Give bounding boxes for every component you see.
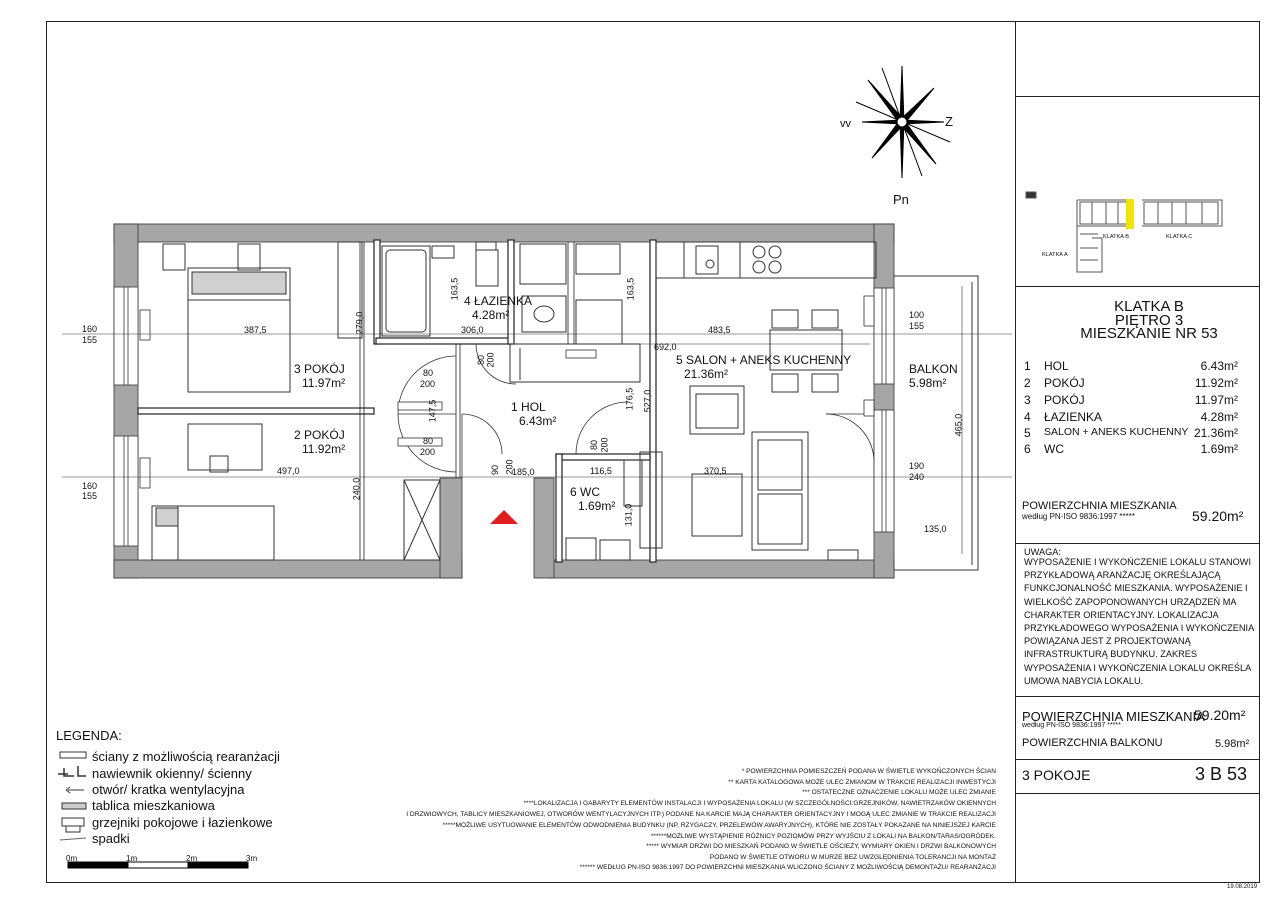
title-block-divider (1015, 543, 1260, 544)
legend-item: spadki (92, 831, 130, 846)
room-label-hall: 1 HOL 6.43m² (511, 400, 557, 428)
dim-label: 497,0 (277, 466, 300, 476)
apartment-code: 3 B 53 (1195, 764, 1248, 784)
dim-label: 163,5 (449, 277, 460, 301)
dim-label: 131,0 (623, 503, 634, 527)
room-label-balcony: BALKON 5.98m² (909, 362, 958, 390)
stairwell-title: KLATKA B (1114, 298, 1184, 315)
room-list-item: 4 ŁAZIENKA 4.28m² (1024, 410, 1238, 424)
legend-item: ściany z możliwością rearanżacji (92, 749, 280, 764)
summary-area-value: 59.20m² (1194, 707, 1246, 723)
dim-label: 279,0 (354, 311, 365, 335)
dim-label: 155 (82, 335, 98, 345)
dim-label: 80 (589, 439, 600, 451)
compass-label-west: vv (840, 118, 851, 130)
dim-label: 240 (909, 472, 925, 482)
dim-label: 100 (909, 310, 925, 320)
dim-label: 692,0 (654, 342, 677, 352)
legend-title: LEGENDA: (56, 728, 122, 743)
footnote: ***** WYMIAR DRZWI DO MIESZKAŃ PODANO W ŚWIETLE OŚCIEŻY, WYMIARY OKIEN I DRZWI BALKONOWYCH (646, 843, 996, 850)
summary-area-sub: według PN-ISO 9836:1997 ***** (1022, 722, 1121, 729)
room-label-living: 5 SALON + ANEKS KUCHENNY 21.36m² (676, 353, 852, 381)
scale-label: 2m (186, 854, 198, 863)
scale-label: 3m (246, 854, 258, 863)
title-block-divider (1015, 286, 1260, 287)
dim-label: 200 (485, 352, 496, 368)
scale-label: 1m (126, 854, 138, 863)
room-list-item: 3 POKÓJ 11.97m² (1024, 393, 1238, 407)
dim-label: 80 (423, 368, 434, 378)
dim-label: 116,5 (590, 466, 612, 476)
apartment-title: MIESZKANIE NR 53 (1080, 325, 1218, 342)
dim-label: 185,0 (512, 467, 535, 477)
room-label-bedroom-3: 3 POKÓJ 11.97m² (294, 362, 346, 390)
footnote: ** KARTA KATALOGOWA MOŻE ULEC ZMIANOM W TRAKCIE REALIZACJI INWESTYCJI (728, 779, 996, 786)
rooms-count: 3 POKOJE (1022, 767, 1091, 783)
dim-label: 147,5 (427, 399, 438, 423)
dim-label: 90 (490, 464, 501, 476)
dim-label: 155 (82, 491, 98, 501)
scale-label: 0m (66, 854, 78, 863)
area-sub: według PN-ISO 9836:1997 ***** (1022, 512, 1135, 521)
keyplan-label-c: KLATKA C (1166, 234, 1193, 240)
compass-label-north: Pn (893, 192, 909, 207)
balcony-area-label: POWIERZCHNIA BALKONU (1022, 737, 1163, 749)
key-plan (1022, 188, 1232, 278)
legend-item: nawiewnik okienny/ ścienny (92, 766, 252, 781)
floor-title: PIĘTRO 3 (1114, 312, 1184, 329)
title-block-divider (1015, 696, 1260, 697)
dim-label: 200 (420, 379, 436, 389)
footnote: *** OSTATECZNE OZNACZENIE LOKALU MOŻE ULEC ZMIANIE (802, 789, 996, 796)
room-list-item: 2 POKÓJ 11.92m² (1024, 376, 1238, 390)
dim-label: 160 (82, 481, 98, 491)
balcony-area-value: 5.98m² (1215, 738, 1250, 750)
summary-area-label: POWIERZCHNIA MIESZKANIA (1022, 709, 1205, 724)
dim-label: 306,0 (461, 325, 484, 335)
area-value: 59.20m² (1192, 508, 1244, 524)
dim-label: 80 (476, 354, 487, 366)
footnote: ******MOŻLIWE WYSTĄPIENIE RÓŻNICY POZIOMÓW PRZY WYJŚCIU Z LOKALI NA BALKON/TARAS/OGRÓDEK. (650, 833, 996, 840)
title-block-divider (1015, 96, 1260, 97)
title-block-divider (1015, 793, 1260, 794)
room-list-item: 6 WC 1.69m² (1024, 442, 1238, 456)
title-block-divider (1015, 759, 1260, 760)
area-label: POWIERZCHNIA MIESZKANIA (1022, 500, 1177, 512)
compass-label-east: Z (945, 114, 953, 129)
dim-label: 135,0 (924, 524, 947, 534)
legend-item: grzejniki pokojowe i łazienkowe (92, 815, 273, 830)
keyplan-label-a: KLATKA A (1042, 252, 1068, 258)
legend-item: tablica mieszkaniowa (92, 798, 215, 813)
dim-label: 200 (599, 437, 610, 453)
legend-icons (54, 746, 90, 846)
room-list-item: 5 SALON + ANEKS KUCHENNY 21.36m² (1024, 426, 1238, 440)
dim-label: 200 (504, 459, 515, 475)
room-list-item: 1 HOL 6.43m² (1024, 359, 1238, 373)
dim-label: 200 (420, 447, 436, 457)
dim-label: 387,5 (244, 325, 267, 335)
note-title: UWAGA: (1024, 547, 1061, 557)
drawing-date: 19.08.2019 (1227, 884, 1258, 890)
footnote: PODANO W ŚWIETLE OTWORU W MURZE BEZ UWZGLĘDNIENIA TOLERANCJI NA MONTAŻ (709, 854, 996, 861)
dim-label: 176,5 (624, 387, 635, 411)
dim-label: 163,5 (625, 277, 636, 301)
dim-label: 190 (909, 461, 925, 471)
dim-label: 527,0 (642, 389, 653, 413)
dim-label: 370,5 (704, 466, 727, 476)
dim-label: 155 (909, 321, 925, 331)
footnote: * POWIERZCHNIA POMIESZCZEŃ PODANA W ŚWIETLE WYKOŃCZONYCH ŚCIAN (741, 768, 996, 775)
legend-item: otwór/ kratka wentylacyjna (92, 782, 245, 797)
dim-label: 160 (82, 324, 98, 334)
footnote: ****** WEDŁUG PN-ISO 9836:1997 DO POWIERZCHNI MIESZKANIA WLICZONO ŚCIANY Z MOŻLIWOŚCIĄ DEMONTAŻU/ REARANŻACJI (579, 864, 996, 871)
dim-label: 80 (423, 436, 434, 446)
dim-label: 240,0 (351, 477, 362, 501)
keyplan-label-b: KLATKA B (1103, 234, 1130, 240)
room-label-wc: 6 WC 1.69m² (570, 485, 616, 513)
dim-label: 483,5 (708, 325, 731, 335)
scale-bar (66, 858, 266, 874)
dim-label: 465,0 (953, 413, 964, 437)
footnote: ****LOKALIZACJA I GABARYTY ELEMENTÓW INSTALACJI I WYPOSAŻENIA LOKALU (W SZCZEGÓLNOŚCI:GRZEJNIKÓW, NAWIETRZAKÓW OKIENNYCH (523, 800, 996, 807)
footnote: *****MOŻLIWE USYTUOWANIE ELEMENTÓW ODWODNIENIA BUDYNKU (NP. RZYGACZY, PRZELEWÓW AWARYJNYCH), KTÓRE NIE ZOSTAŁY POKAZANE NA NINIEJSZEJ KARCIE (442, 822, 996, 829)
room-label-bedroom-2: 2 POKÓJ 11.92m² (294, 428, 346, 456)
room-label-bathroom: 4 ŁAZIENKA 4.28m² (464, 294, 533, 322)
note-text: WYPOSAŻENIE I WYKOŃCZENIE LOKALU STANOWI PRZYKŁADOWĄ ARANŻACJĘ OKREŚLAJĄCĄ FUNKCJONALNOŚĆ MIESZKANIA. WYPOSAŻENIE I WIELKOŚĆ ZAPOPONOWANYCH URZĄDZEŃ MA CHARAKTER ORIENTACYJNY. LOKALIZACJA PRZYKŁADOWEGO WYPOSAŻENIA I WYKOŃCZENIA POWIĄZANA JEST Z PROJEKTOWANĄ INFRASTRUKTURĄ BUDYNKU. ZAKRES WYPOSAŻENIA I WYKOŃCZENIA LOKALU OKREŚLA UMOWA NABYCIA LOKALU. (1024, 557, 1254, 686)
footnote: I DRZWIOWYCH, TABLICY MIESZKANIOWEJ, OTWORÓW WENTYLACYJNYCH ITP.) PODANE NA KARCIE MAJĄ CHARAKTER ORIENTACYJNY I MOGĄ ULEC ZMIANIE W TRAKCIE REALIZACJI (406, 811, 996, 818)
